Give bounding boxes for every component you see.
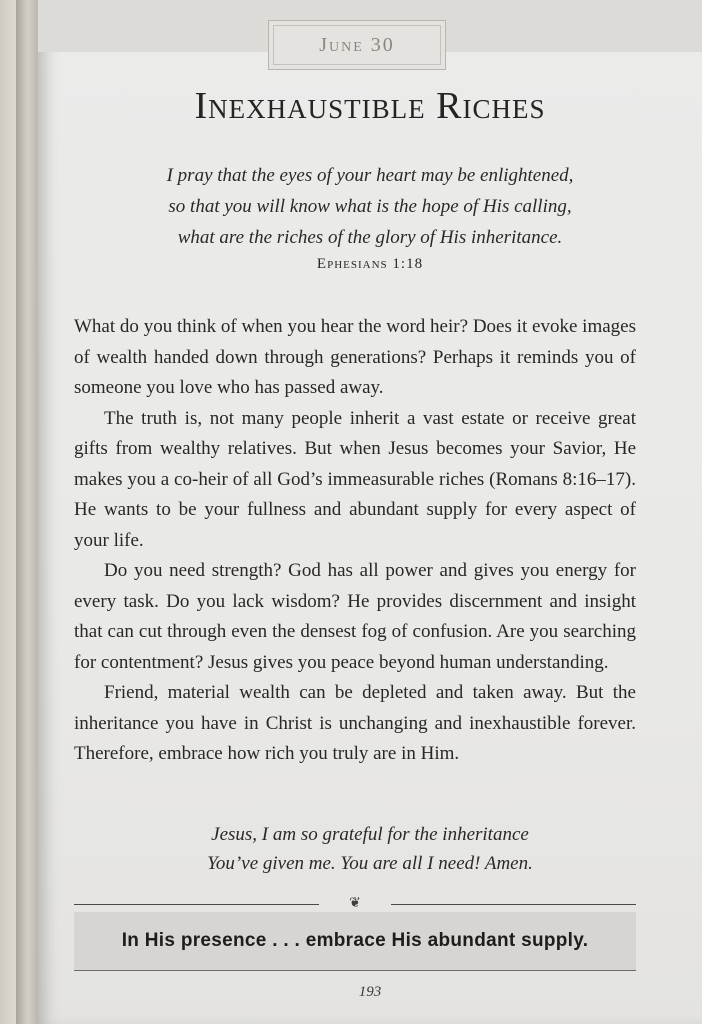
- tagline-band: [74, 912, 636, 971]
- ornamental-divider: [74, 896, 636, 912]
- closing-prayer: [98, 820, 642, 878]
- verse-line: what are the riches of the glory of His inheritance.: [177, 227, 563, 248]
- scripture-verse: [98, 160, 642, 253]
- scripture-reference: Ephesians 1:18: [316, 256, 424, 272]
- floral-ornament-icon: ❦: [349, 896, 361, 911]
- verse-line: I pray that the eyes of your heart may be enlightened,: [166, 165, 574, 186]
- prayer-line: You’ve given me. You are all I need! Amen.: [207, 853, 533, 874]
- date-label-box: [268, 20, 446, 70]
- body-paragraph: The truth is, not many people inherit a vast estate or receive great gifts from wealthy relatives. But when Jesus becomes your Savior, He makes you a co-heir of all God’s immeasurable riches (Romans 8:16–17). He wants to be your fullness and abundant supply for every aspect of your life.: [74, 407, 636, 551]
- devotional-body: [74, 312, 636, 770]
- right-page: [38, 0, 702, 1024]
- page-number: 193: [358, 984, 382, 1000]
- tagline: In His presence . . . embrace His abundant supply.: [121, 930, 589, 951]
- page-title: Inexhaustible Riches: [194, 85, 546, 127]
- prayer-line: Jesus, I am so grateful for the inheritance: [211, 824, 529, 845]
- date-label: June 30: [319, 33, 395, 56]
- body-paragraph: Friend, material wealth can be depleted and taken away. But the inheritance you have in Christ is unchanging and inexhaustible forever. Therefore, embrace how rich you truly are in Him.: [74, 682, 636, 764]
- body-paragraph: Do you need strength? God has all power and gives you energy for every task. Do you lack wisdom? He provides discernment and insight that can cut through even the densest fog of confusion. Are you searching for contentment? Jesus gives you peace beyond human understanding.: [74, 560, 636, 673]
- divider-line-left: [74, 904, 319, 905]
- verse-line: so that you will know what is the hope of His calling,: [168, 196, 572, 217]
- divider-line-right: [391, 904, 636, 905]
- body-paragraph: What do you think of when you hear the word heir? Does it evoke images of wealth handed down through generations? Perhaps it reminds you of someone you love who has passed away.: [74, 316, 636, 398]
